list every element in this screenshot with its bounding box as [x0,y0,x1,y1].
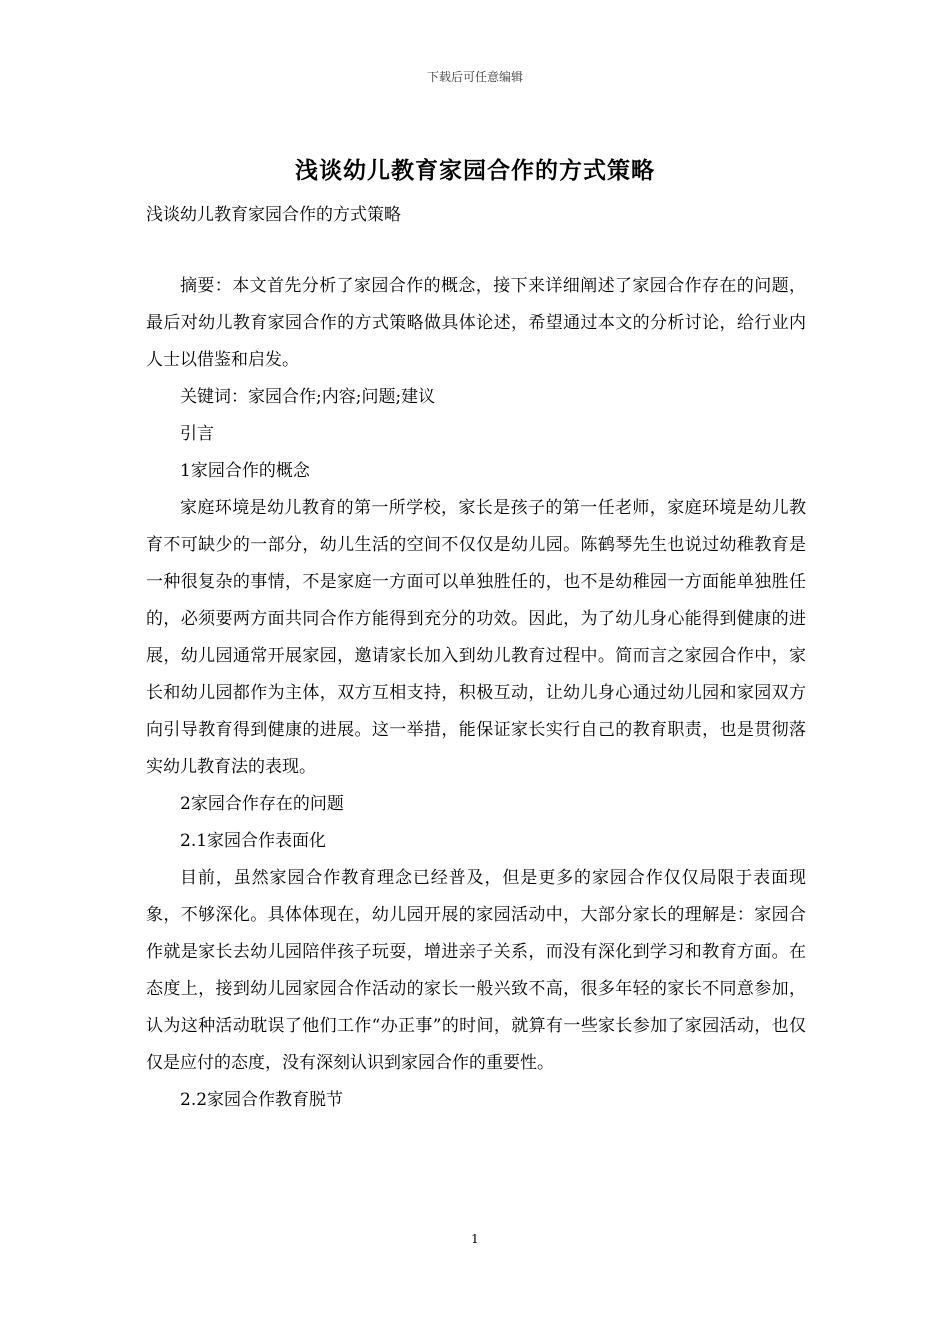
page-number: 1 [471,1232,479,1246]
section-heading-2-2: 2.2家园合作教育脱节 [180,1090,344,1110]
body-paragraph: 目前，虽然家园合作教育理念已经普及，但是更多的家园合作仅仅局限于表面现象，不够深化。具体体现在，幼儿园开展的家园活动中，大部分家长的理解是：家园合作就是家长去幼儿园陪伴孩子玩耍，增进亲子关系，而没有深化到学习和教育方面。在态度上，接到幼儿园家园合作活动的家长一般兴致不高，很多年轻的家长不同意参加，认为这种活动耽误了他们工作“办正事”的时间，就算有一些家长参加了家园活动，也仅仅是应付的态度，没有深刻认识到家园合作的重要性。 [146,868,806,1073]
section-heading-1: 1家园合作的概念 [180,461,310,481]
keywords-line: 关键词：家园合作;内容;问题;建议 [180,387,436,407]
section-heading-2: 2家园合作存在的问题 [180,794,344,814]
page-header: 下载后可任意编辑 [426,70,523,84]
document-body [146,268,806,1119]
abstract-paragraph: 摘要：本文首先分析了家园合作的概念，接下来详细阐述了家园合作存在的问题，最后对幼儿教育家园合作的方式策略做具体论述，希望通过本文的分析讨论，给行业内人士以借鉴和启发。 [146,276,806,370]
section-heading-intro: 引言 [180,424,214,444]
body-paragraph: 家庭环境是幼儿教育的第一所学校，家长是孩子的第一任老师，家庭环境是幼儿教育不可缺少的一部分，幼儿生活的空间不仅仅是幼儿园。陈鹤琴先生也说过幼稚教育是一种很复杂的事情，不是家庭一方面可以单独胜任的，也不是幼稚园一方面能单独胜任的，必须要两方面共同合作方能得到充分的功效。因此，为了幼儿身心能得到健康的进展，幼儿园通常开展家园，邀请家长加入到幼儿教育过程中。简而言之家园合作中，家长和幼儿园都作为主体，双方互相支持，积极互动，让幼儿身心通过幼儿园和家园双方向引导教育得到健康的进展。这一举措，能保证家长实行自己的教育职责，也是贯彻落实幼儿教育法的表现。 [146,498,806,777]
document-title: 浅谈幼儿教育家园合作的方式策略 [295,157,655,184]
section-heading-2-1: 2.1家园合作表面化 [180,831,327,851]
document-subtitle: 浅谈幼儿教育家园合作的方式策略 [146,205,401,225]
